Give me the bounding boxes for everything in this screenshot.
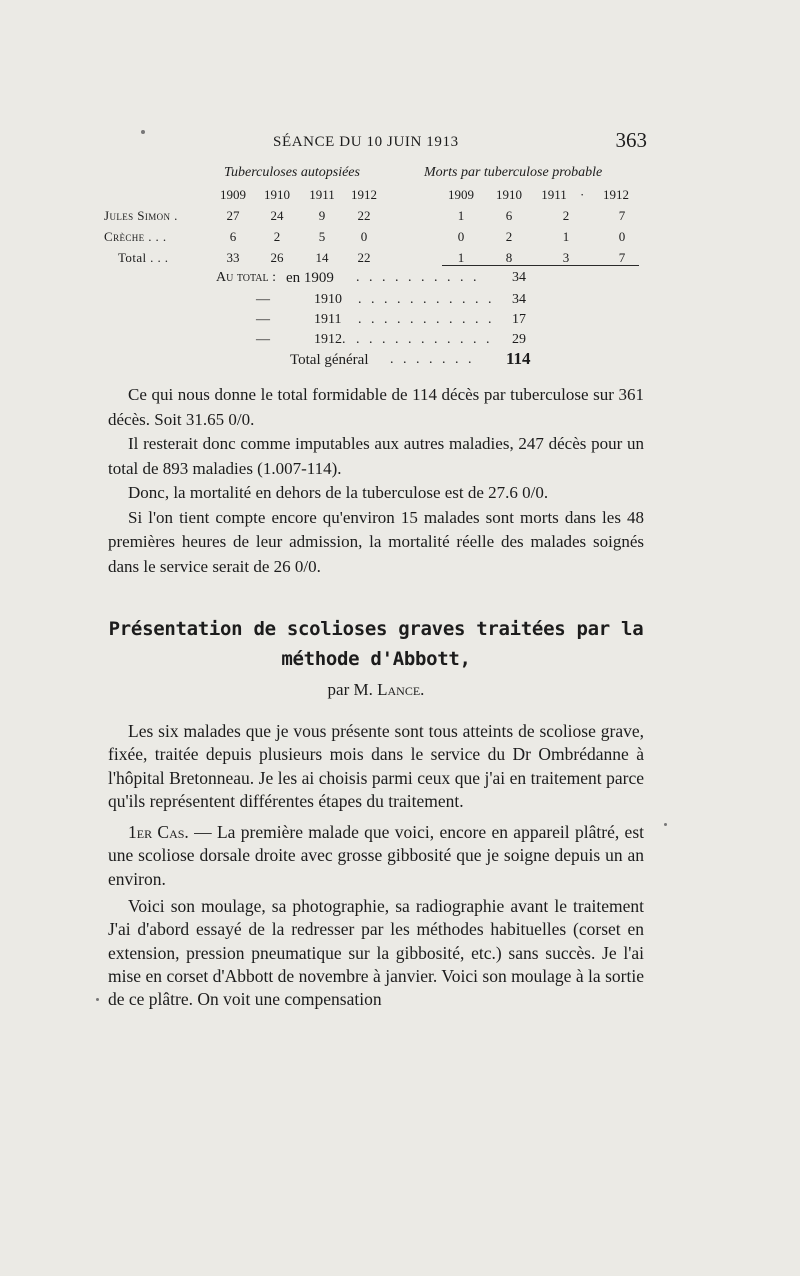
cell: 3 <box>562 250 570 265</box>
totals-dash: — <box>256 292 270 307</box>
year-g2-1912: 1912 <box>603 187 629 202</box>
totals-value-1909: 34 <box>512 270 526 285</box>
totals-dots: . . . . . . . . . . <box>356 270 480 285</box>
cell: 7 <box>618 208 626 223</box>
totals-label-1909: en 1909 <box>286 270 334 286</box>
page-number: 363 <box>615 128 647 152</box>
cell: 2 <box>505 229 513 244</box>
cell: 26 <box>270 250 284 265</box>
section-title-line2: méthode d'Abbott, <box>281 648 471 670</box>
year-g1-1912: 1912 <box>351 187 377 202</box>
paragraph: Les six malades que je vous présente sont tous atteints de scoliose grave, fixée, traitée depuis plusieurs mois dans le service du Dr Ombrédanne à l'hôpital Bretonneau. Je les ai choisis parmi ceux que j'ai en traitement parce qu'ils représentent différentes étapes du traitement. <box>108 721 644 811</box>
totals-label-1911: 1911 <box>314 312 342 327</box>
totals-dots: . . . . . . . . . . . <box>356 332 493 347</box>
cell: 33 <box>226 250 240 265</box>
cell: 14 <box>315 250 329 265</box>
totals-dash: — <box>256 332 270 347</box>
cell: 6 <box>229 229 237 244</box>
running-title: SÉANCE DU 10 JUIN 1913 <box>273 134 459 150</box>
cell: 1 <box>562 229 570 244</box>
table-rule <box>442 265 639 266</box>
group2-title: Morts par tuberculose probable <box>424 165 603 180</box>
totals-dash: — <box>256 312 270 327</box>
row-label-jules-simon: Jules Simon . <box>104 208 178 223</box>
paragraph <box>108 821 644 891</box>
group1-title: Tuberculoses autopsiées <box>224 165 360 180</box>
total-general-label: Total général <box>290 352 369 368</box>
case-text <box>108 720 644 1012</box>
year-g1-1910: 1910 <box>264 187 290 202</box>
paragraph: Si l'on tient compte encore qu'environ 15 malades sont morts dans les 48 premières heures de leur admission, la mortalité réelle des malades soignés dans le service serait de 26 0/0. <box>108 507 644 576</box>
totals-dots: . . . . . . . . . . . <box>358 312 495 327</box>
paragraph: Donc, la mortalité en dehors de la tuberculose est de 27.6 0/0. <box>128 483 549 502</box>
year-separator: · <box>580 187 585 202</box>
section-title-line1: Présentation de scolioses graves traitées par la <box>108 618 644 640</box>
totals-dots: . . . . . . . . . . . <box>358 292 495 307</box>
cell: 5 <box>318 229 326 244</box>
case-lead: 1er Cas. <box>128 822 189 843</box>
cell: 6 <box>505 208 513 223</box>
paragraph: Il resterait donc comme imputables aux autres maladies, 247 décès pour un total de 893 maladies (1.007-114). <box>108 434 644 478</box>
row-label-creche: Crèche . . . <box>104 229 167 244</box>
byline <box>108 680 644 700</box>
total-general-value: 114 <box>506 349 531 368</box>
year-g1-1911: 1911 <box>309 187 335 202</box>
cell: 24 <box>270 208 284 223</box>
byline-prefix: par M. <box>327 680 373 699</box>
totals-label-1910: 1910 <box>314 292 342 307</box>
cell: 7 <box>618 250 626 265</box>
cell: 8 <box>505 250 513 265</box>
year-g1-1909: 1909 <box>220 187 246 202</box>
cell: 22 <box>357 250 371 265</box>
section-title <box>108 614 644 674</box>
paragraph: Voici son moulage, sa photographie, sa radiographie avant le traitement J'ai d'abord essayé de la redresser par les méthodes habituelles (corset en extension, pression pneumatique sur la gibbosité, etc.) sans succès. Je l'ai mise en corset d'Abbott de novembre à janvier. Voici son moulage à la sortie de ce plâtre. On voit une compensation <box>108 896 644 1010</box>
cell: 9 <box>318 208 326 223</box>
totals-value-1912: 29 <box>512 332 526 347</box>
cell: 0 <box>457 229 465 244</box>
paragraph: Ce qui nous donne le total formidable de 114 décès par tuberculose sur 361 décès. Soit 31.65 0/0. <box>108 385 644 429</box>
cell: 1 <box>457 250 465 265</box>
cell: 22 <box>357 208 371 223</box>
cell: 2 <box>562 208 570 223</box>
cell: 1 <box>457 208 465 223</box>
cell: 0 <box>618 229 626 244</box>
cell: 2 <box>273 229 281 244</box>
case-text-content: — La première malade que voici, encore en appareil plâtré, est une scoliose dorsale droite avec grosse gibbosité que je soigne depuis un an environ. <box>108 822 644 889</box>
year-g2-1911: 1911 <box>541 187 567 202</box>
results-text <box>108 383 644 579</box>
page-header <box>108 126 647 156</box>
year-g2-1909: 1909 <box>448 187 474 202</box>
total-general-dots: . . . . . . . <box>390 352 475 367</box>
totals-value-1911: 17 <box>512 312 526 327</box>
totals-label-1912: 1912. <box>314 332 346 347</box>
margin-speck <box>664 823 667 826</box>
cell: 27 <box>226 208 240 223</box>
cell: 0 <box>360 229 368 244</box>
totals-value-1910: 34 <box>512 292 526 307</box>
margin-speck <box>96 998 99 1001</box>
totals-prefix: Au total : <box>216 270 277 285</box>
year-g2-1910: 1910 <box>496 187 522 202</box>
row-label-total: Total . . . <box>118 250 169 265</box>
byline-author: Lance. <box>377 680 425 699</box>
